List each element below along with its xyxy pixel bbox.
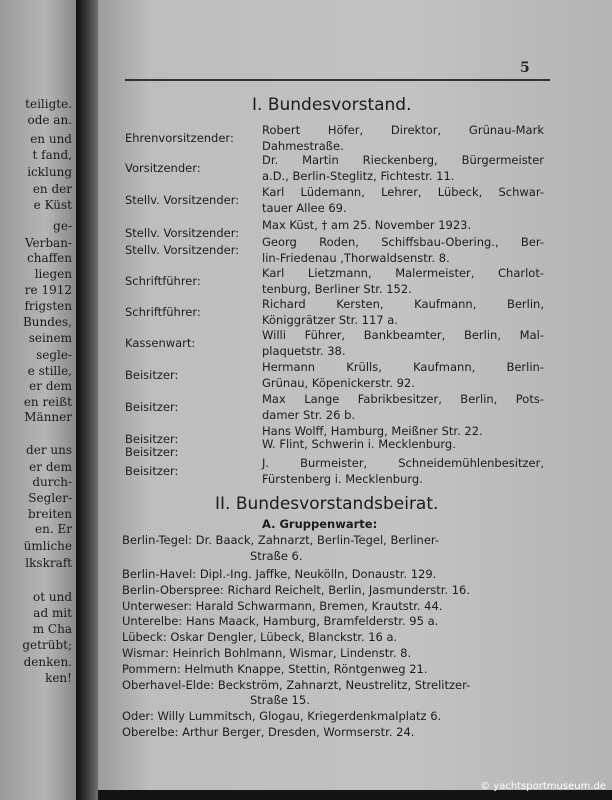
entry-text: J. Burmeister, Schneidemühlenbesitzer, <box>262 456 544 470</box>
group-entry-line: Straße 15. <box>250 693 310 707</box>
left-page-text-line: er dem <box>29 460 72 474</box>
entry-label: Beisitzer: <box>125 464 179 478</box>
left-page-text-line: teiligte. <box>25 97 72 111</box>
group-entry-line: Wismar: Heinrich Bohlmann, Wismar, Lindenstr. 8. <box>122 646 412 660</box>
left-page-text-line: frigsten <box>24 299 72 313</box>
entry-text: Georg Roden, Schiffsbau-Obering., Ber- <box>262 235 544 249</box>
entry-label: Kassenwart: <box>125 336 196 350</box>
left-page-text-line: Verban- <box>24 236 72 250</box>
group-entry-line: Berlin-Oberspree: Richard Reichelt, Berlin, Jasmunderstr. 16. <box>122 583 470 597</box>
entry-label: Stellv. Vorsitzender: <box>125 226 240 240</box>
entry-label: Schriftführer: <box>125 305 201 319</box>
left-page-text-line: denken. <box>23 655 72 669</box>
left-page-text-line: der uns <box>26 443 72 457</box>
left-page-text-line: er dem <box>29 379 72 393</box>
group-entry-line: Oder: Willy Lummitsch, Glogau, Kriegerdenkmalplatz 6. <box>122 709 442 723</box>
book-gutter <box>76 0 98 800</box>
left-page-text-line: ge- <box>53 219 72 233</box>
group-entry-line: Unterelbe: Hans Maack, Hamburg, Bramfelderstr. 95 a. <box>122 614 439 628</box>
entry-text: Richard Kersten, Kaufmann, Berlin, <box>262 297 544 311</box>
left-page-text-line: e Küst <box>33 198 72 212</box>
left-page-text-line: breiten <box>27 507 72 521</box>
left-page-text-line: t fand, <box>32 148 72 162</box>
left-page-text-line: segle- <box>36 348 72 362</box>
left-page-text-line: en und <box>30 132 72 146</box>
entry-label: Stellv. Vorsitzender: <box>125 243 240 257</box>
page-number: 5 <box>520 60 530 76</box>
entry-label: Beisitzer: <box>125 432 179 446</box>
group-entry-line: Lübeck: Oskar Dengler, Lübeck, Blanckstr. 16 a. <box>122 630 398 644</box>
group-entry-line: Oberelbe: Arthur Berger, Dresden, Wormserstr. 24. <box>122 725 415 739</box>
left-page-text-line: en. Er <box>35 522 72 536</box>
entry-text: Max Lange Fabrikbesitzer, Berlin, Pots- <box>262 392 544 406</box>
entry-label: Beisitzer: <box>125 368 179 382</box>
group-entry-line: Straße 6. <box>250 549 303 563</box>
left-page-text-line: ad mit <box>33 606 72 620</box>
entry-text: Willi Führer, Bankbeamter, Berlin, Mal- <box>262 328 544 342</box>
entry-text: Karl Lüdemann, Lehrer, Lübeck, Schwar- <box>262 185 544 199</box>
entry-text: W. Flint, Schwerin i. Mecklenburg. <box>262 437 456 451</box>
entry-text: lin-Friedenau ,Thorwaldsenstr. 8. <box>262 251 450 265</box>
group-entry-line: Oberhavel-Elde: Beckström, Zahnarzt, Neustrelitz, Strelitzer- <box>122 678 471 692</box>
left-page-text-line: re 1912 <box>24 283 72 297</box>
left-page-text-line: en reißt <box>23 395 72 409</box>
entry-text: Max Küst, † am 25. November 1923. <box>262 218 472 232</box>
entry-text: a.D., Berlin-Steglitz, Fichtestr. 11. <box>262 169 455 183</box>
entry-text: Fürstenberg i. Mecklenburg. <box>262 472 423 486</box>
section-title-beirat: II. Bundesvorstandsbeirat. <box>215 494 439 514</box>
left-page-text-line: ken! <box>45 671 72 685</box>
left-page-text-line: lkskraft <box>25 556 72 570</box>
group-entry-line: Berlin-Tegel: Dr. Baack, Zahnarzt, Berlin-Tegel, Berliner- <box>122 533 440 547</box>
entry-text: tauer Allee 69. <box>262 201 347 215</box>
entry-label: Vorsitzender: <box>125 161 201 175</box>
entry-text: Karl Lietzmann, Malermeister, Charlot- <box>262 266 544 280</box>
header-rule <box>125 79 550 81</box>
group-entry-line: Unterweser: Harald Schwarmann, Bremen, Krautstr. 44. <box>122 599 443 613</box>
left-page-text-line: Bundes, <box>22 315 72 329</box>
entry-text: Dr. Martin Rieckenberg, Bürgermeister <box>262 153 544 167</box>
entry-text: Hermann Krülls, Kaufmann, Berlin- <box>262 360 544 374</box>
left-page-text-line: Männer <box>24 410 72 424</box>
entry-text: Hans Wolff, Hamburg, Meißner Str. 22. <box>262 424 483 438</box>
group-entry-line: Pommern: Helmuth Knappe, Stettin, Röntgenweg 21. <box>122 662 428 676</box>
left-page-text-line: ode an. <box>27 113 72 127</box>
entry-label: Stellv. Vorsitzender: <box>125 193 240 207</box>
left-page-text-line: ot und <box>33 590 72 604</box>
entry-text: Robert Höfer, Direktor, Grünau-Mark <box>262 123 544 137</box>
left-page-text-line: icklung <box>27 165 72 179</box>
entry-text: plaquetstr. 38. <box>262 344 346 358</box>
left-page <box>0 0 76 800</box>
entry-text: tenburg, Berliner Str. 152. <box>262 282 412 296</box>
entry-text: Königgrätzer Str. 117 a. <box>262 313 398 327</box>
entry-label: Schriftführer: <box>125 274 201 288</box>
entry-label: Ehrenvorsitzender: <box>125 131 234 145</box>
entry-text: damer Str. 26 b. <box>262 408 356 422</box>
entry-label: Beisitzer: <box>125 445 179 459</box>
left-page-text-line: liegen <box>34 267 72 281</box>
entry-text: Grünau, Köpenickerstr. 92. <box>262 376 415 390</box>
left-page-text-line: e stille, <box>27 364 72 378</box>
section-title-bundesvorstand: I. Bundesvorstand. <box>252 95 412 115</box>
left-page-text-line: getrübt; <box>22 638 72 652</box>
entry-text: Dahmestraße. <box>262 139 344 153</box>
left-page-text-line: m Cha <box>32 622 72 636</box>
entry-label: Beisitzer: <box>125 400 179 414</box>
subtitle-gruppenwarte: A. Gruppenwarte: <box>262 517 378 531</box>
left-page-text-line: en der <box>32 182 72 196</box>
watermark: © yachtsportmuseum.de <box>480 781 606 792</box>
left-page-text-line: Segler- <box>28 491 72 505</box>
left-page-text-line: seinem <box>28 331 72 345</box>
left-page-text-line: durch- <box>32 475 72 489</box>
group-entry-line: Berlin-Havel: Dipl.-Ing. Jaffke, Neukölln, Donaustr. 129. <box>122 567 437 581</box>
left-page-text-line: ümliche <box>23 539 72 553</box>
left-page-text-line: chaffen <box>27 251 72 265</box>
